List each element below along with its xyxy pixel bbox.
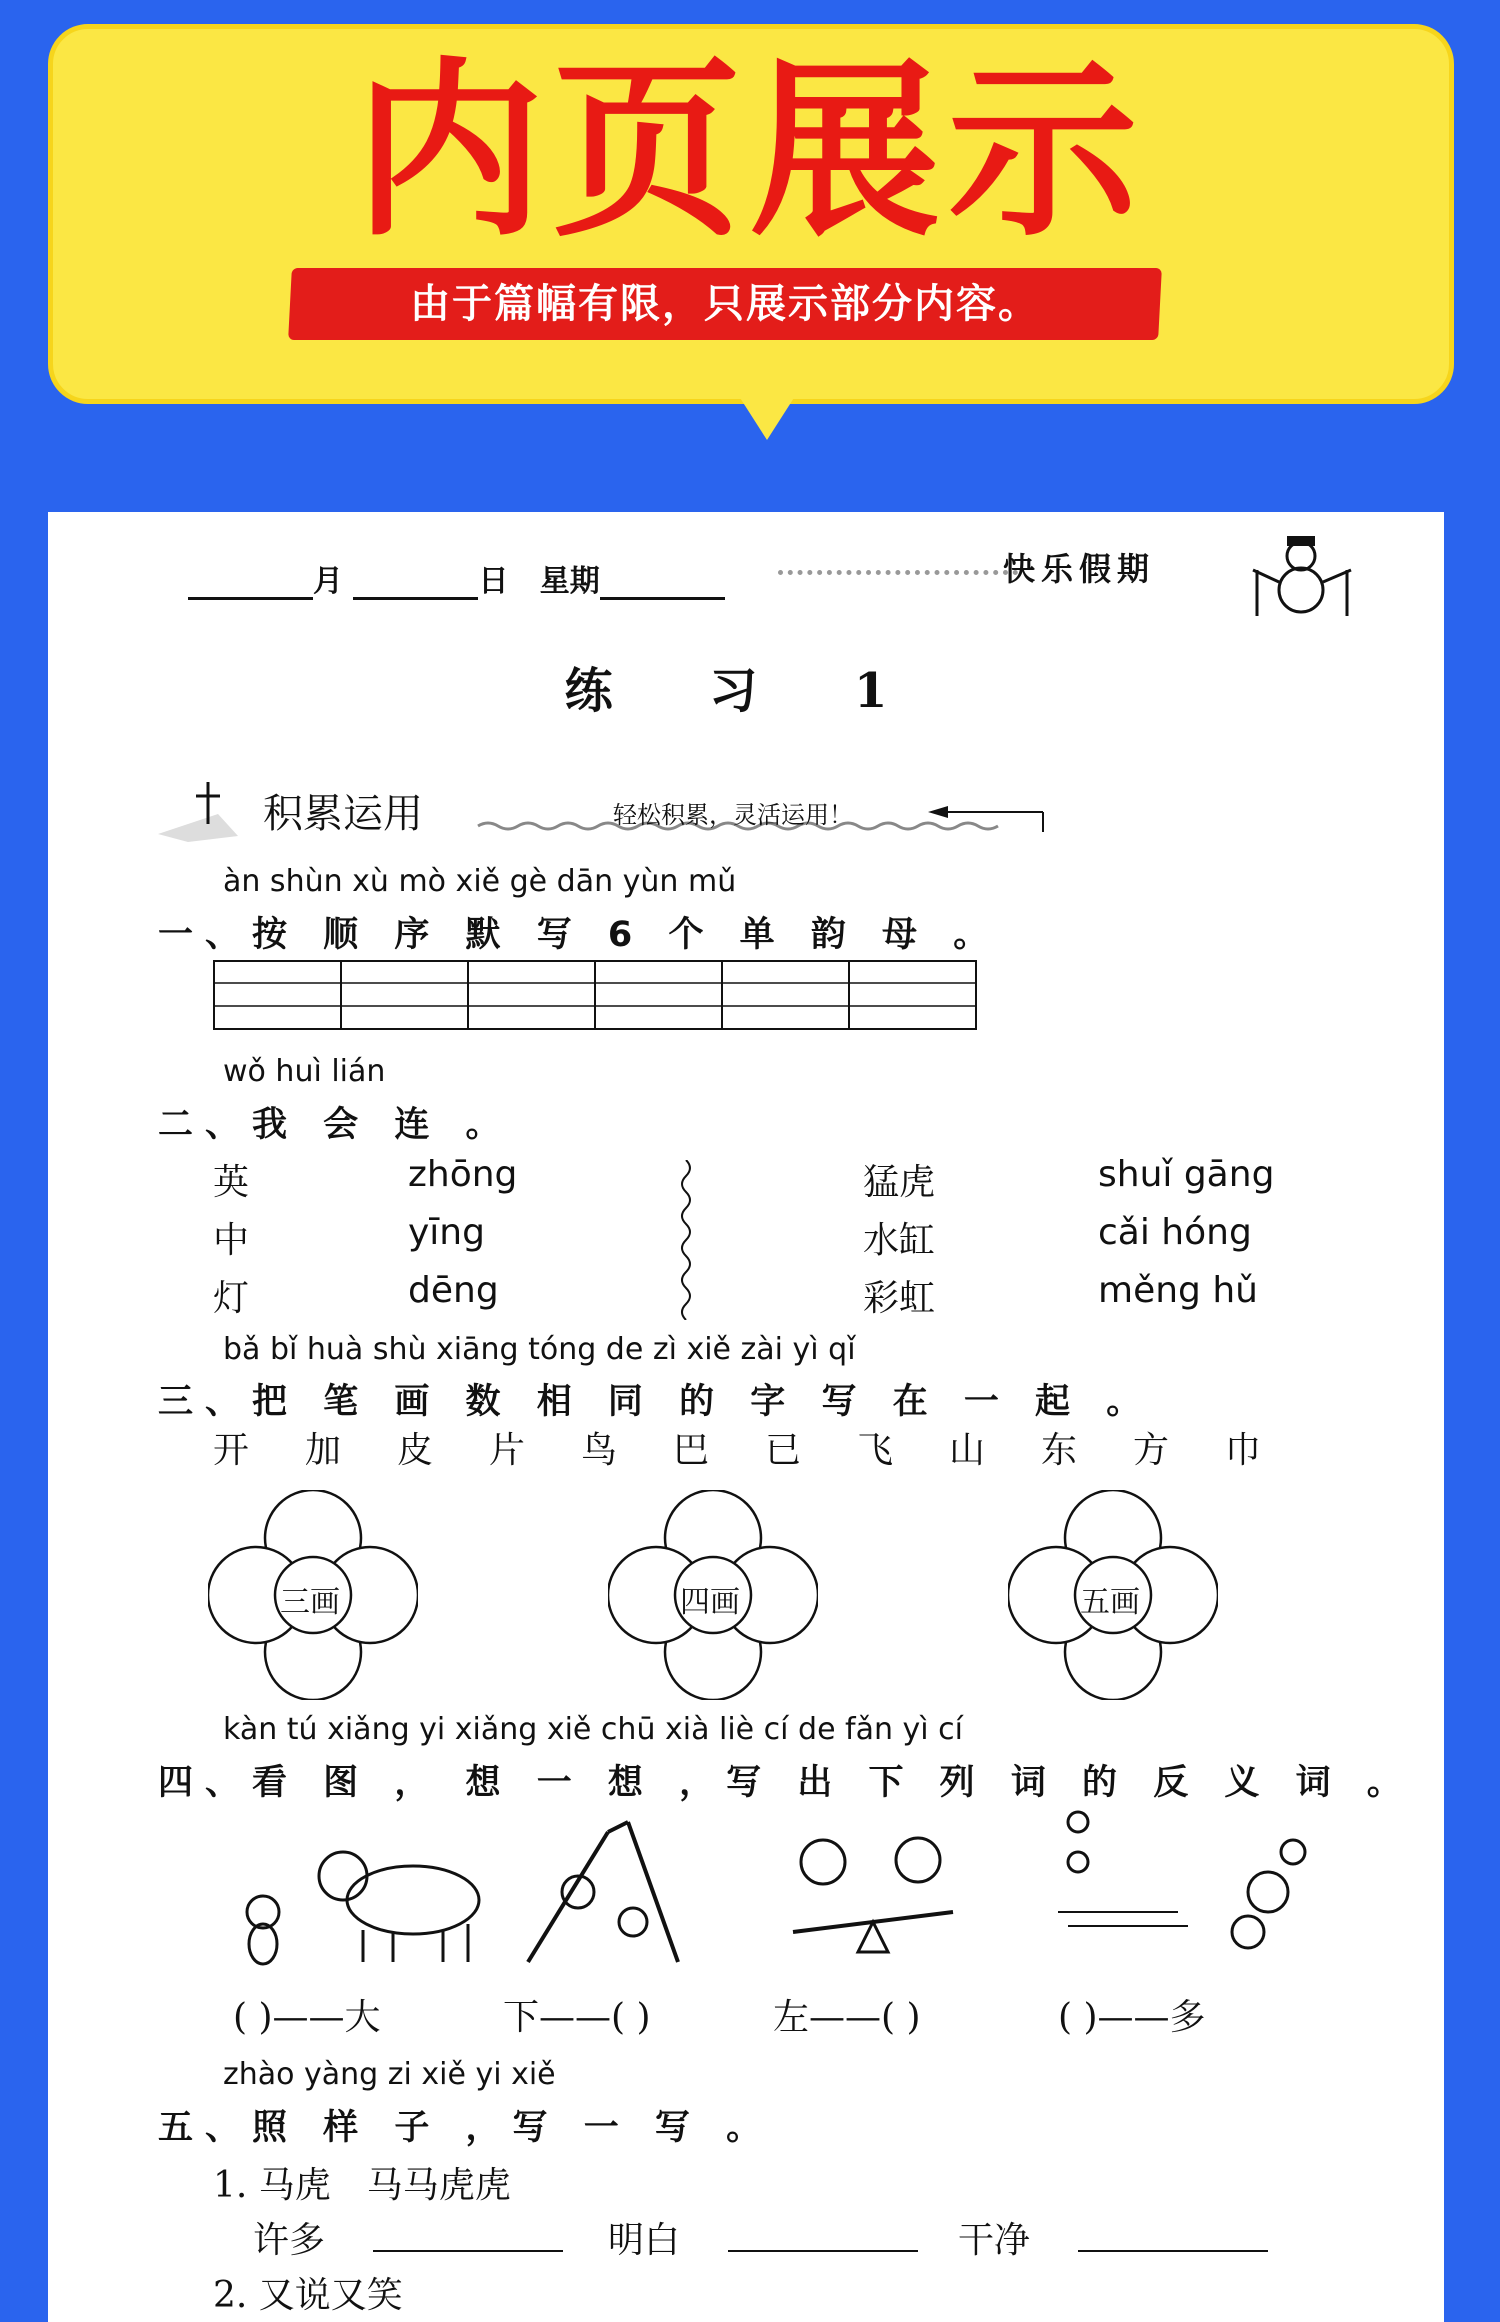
holiday-badge: 快乐假期	[1003, 550, 1156, 588]
q3-char: 鸟	[581, 1430, 618, 1471]
answer-blank[interactable]	[728, 2220, 918, 2252]
flower-label: 五画	[1080, 1585, 1140, 1620]
q5-pinyin: zhào yàng zi xiě yi xiě	[223, 2057, 556, 2092]
q4-text: 四、看 图 ， 想 一 想 ，写 出 下 列 词 的 反 义 词 。	[158, 1763, 1414, 1803]
banner-subtitle: 由于篇幅有限，只展示部分内容。	[410, 281, 1040, 327]
banner-title: 内页展示	[353, 41, 1146, 262]
antonym-pair[interactable]: ( )——多	[1058, 1997, 1206, 2038]
q2-left-pinyin: dēng	[408, 1270, 499, 1311]
dotted-divider	[778, 570, 1018, 575]
q2-left-char: 灯	[213, 1278, 250, 1319]
flower-label: 三画	[280, 1585, 340, 1620]
q3-char: 飞	[857, 1430, 894, 1471]
date-line	[188, 556, 725, 600]
q3-char: 皮	[397, 1430, 434, 1471]
q2-right-word: 水缸	[863, 1220, 936, 1261]
q5-example-1: 1. 马虎 马马虎虎	[213, 2165, 511, 2206]
ducks-illustration	[1048, 1802, 1338, 1972]
q1-text: 一、按 顺 序 默 写 6 个 单 韵 母 。	[158, 915, 1001, 955]
q2-right-word: 猛虎	[863, 1162, 936, 1203]
wavy-divider	[676, 1160, 696, 1320]
q2-left-char: 中	[213, 1220, 250, 1261]
q3-char: 巴	[673, 1430, 710, 1471]
week-label: 星期	[539, 564, 600, 599]
workbook-page	[48, 512, 1444, 2322]
flower-label: 四画	[680, 1585, 740, 1620]
q3-char-row	[213, 1422, 1313, 1473]
q2-right-word: 彩虹	[863, 1278, 936, 1319]
q2-right-pinyin: shuǐ gāng	[1098, 1154, 1275, 1195]
q2-pinyin: wǒ huì lián	[223, 1054, 386, 1089]
q2-left-char: 英	[213, 1162, 250, 1203]
q5-example-2: 2. 又说又笑	[213, 2275, 403, 2316]
section-label: 积累运用	[263, 791, 423, 837]
q3-char: 山	[949, 1430, 986, 1471]
q5-word: 干净	[958, 2220, 1031, 2261]
q2-left-pinyin: yīng	[408, 1212, 485, 1253]
q3-char: 开	[213, 1430, 250, 1471]
antonym-pair[interactable]: 左——( )	[773, 1997, 921, 2038]
q5-text: 五、照 样 子 ，写 一 写 。	[158, 2108, 774, 2148]
day-label: 日	[478, 564, 509, 599]
q2-right-pinyin: cǎi hóng	[1098, 1212, 1252, 1253]
q4-pinyin: kàn tú xiǎng yi xiǎng xiě chū xià liè cí de fǎn yì cí	[223, 1712, 964, 1747]
q2-left-pinyin: zhōng	[408, 1154, 518, 1195]
answer-blank[interactable]	[373, 2220, 563, 2252]
q3-char: 方	[1133, 1430, 1170, 1471]
answer-blank[interactable]	[1078, 2220, 1268, 2252]
banner-pointer	[735, 390, 799, 440]
seesaw-illustration	[783, 1812, 963, 1972]
slide-illustration	[518, 1812, 688, 1972]
q3-char: 巾	[1225, 1430, 1262, 1471]
q3-char: 东	[1041, 1430, 1078, 1471]
pinyin-writing-grid[interactable]	[213, 960, 977, 1030]
q5-word: 明白	[608, 2220, 681, 2261]
q3-char: 片	[489, 1430, 526, 1471]
q3-pinyin: bǎ bǐ huà shù xiāng tóng de zì xiě zài yì qǐ	[223, 1332, 856, 1367]
antonym-pair[interactable]: ( )——大	[233, 1997, 381, 2038]
q3-char: 加	[305, 1430, 342, 1471]
month-label: 月	[313, 564, 343, 599]
section-slogan: 轻松积累，灵活运用！	[613, 801, 853, 829]
q3-char: 已	[765, 1430, 802, 1471]
cat-and-cow-illustration	[223, 1812, 503, 1972]
q1-pinyin: àn shùn xù mò xiě gè dān yùn mǔ	[223, 864, 737, 899]
q2-text: 二、我 会 连 。	[158, 1105, 513, 1145]
exercise-title: 练 习 1	[564, 663, 928, 719]
snowman-icon	[1243, 530, 1363, 620]
q3-text: 三、把 笔 画 数 相 同 的 字 写 在 一 起 。	[158, 1382, 1154, 1422]
q5-word: 许多	[253, 2220, 326, 2261]
q2-right-pinyin: měng hǔ	[1098, 1270, 1258, 1311]
antonym-pair[interactable]: 下——( )	[503, 1997, 651, 2038]
